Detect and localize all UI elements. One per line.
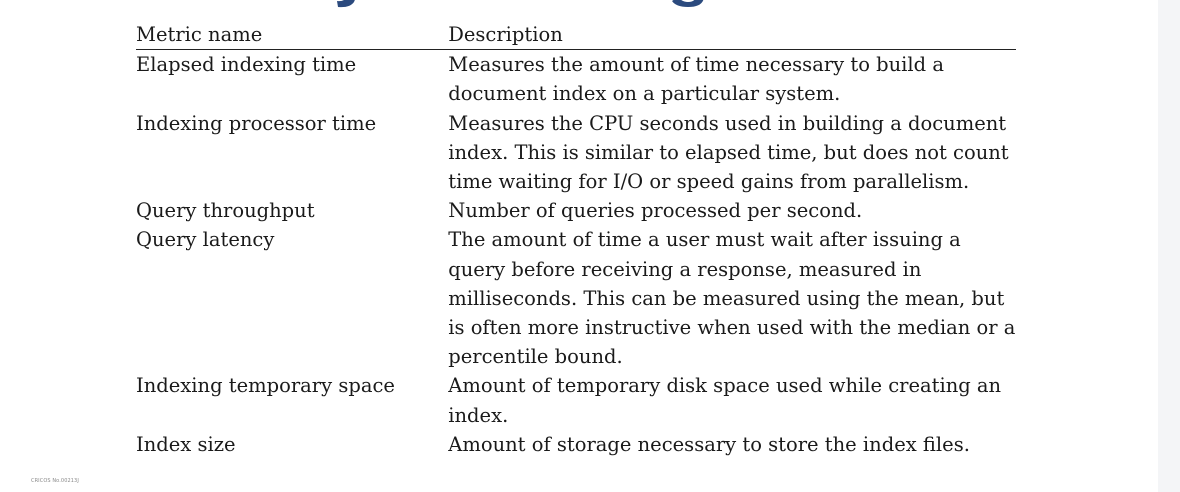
- cricos-provider-code: CRICOS No.00213J: [31, 478, 79, 484]
- metric-name-cell: Indexing processor time: [136, 111, 377, 135]
- description-cell: Amount of temporary disk space used while creating an index.: [448, 374, 1002, 427]
- header-metric-name: Metric name: [136, 20, 448, 50]
- title-descender-fragments: [290, 0, 750, 8]
- metric-name-cell: Query latency: [136, 228, 275, 252]
- metric-name-cell: Elapsed indexing time: [136, 53, 357, 77]
- metric-name-cell: Index size: [136, 432, 236, 456]
- table-row: [136, 50, 1016, 109]
- metric-name-cell: Query throughput: [136, 199, 315, 223]
- table-row: [136, 109, 1016, 197]
- description-cell: Number of queries processed per second.: [448, 199, 863, 223]
- table-row: [136, 371, 1016, 429]
- metric-name-cell: Indexing temporary space: [136, 374, 395, 398]
- description-cell: Measures the amount of time necessary to build a document index on a particular system.: [448, 53, 944, 106]
- description-cell: The amount of time a user must wait after issuing a query before receiving a response, measured in milliseconds. This can be measured using the mean, but is often more instructive when used with the median or a percentile bound.: [448, 228, 1016, 369]
- table-row: [136, 196, 1016, 225]
- header-description: Description: [448, 20, 1016, 50]
- right-edge-strip: [1158, 0, 1180, 492]
- metrics-table: [136, 20, 1016, 459]
- table-row: [136, 430, 1016, 459]
- description-cell: Measures the CPU seconds used in building a document index. This is similar to elapsed time, but does not count time waiting for I/O or speed gains from parallelism.: [448, 111, 1009, 194]
- table-row: [136, 225, 1016, 371]
- description-cell: Amount of storage necessary to store the index files.: [448, 432, 970, 456]
- slide-title-cropped: [290, 0, 750, 8]
- table-header-row: [136, 20, 1016, 50]
